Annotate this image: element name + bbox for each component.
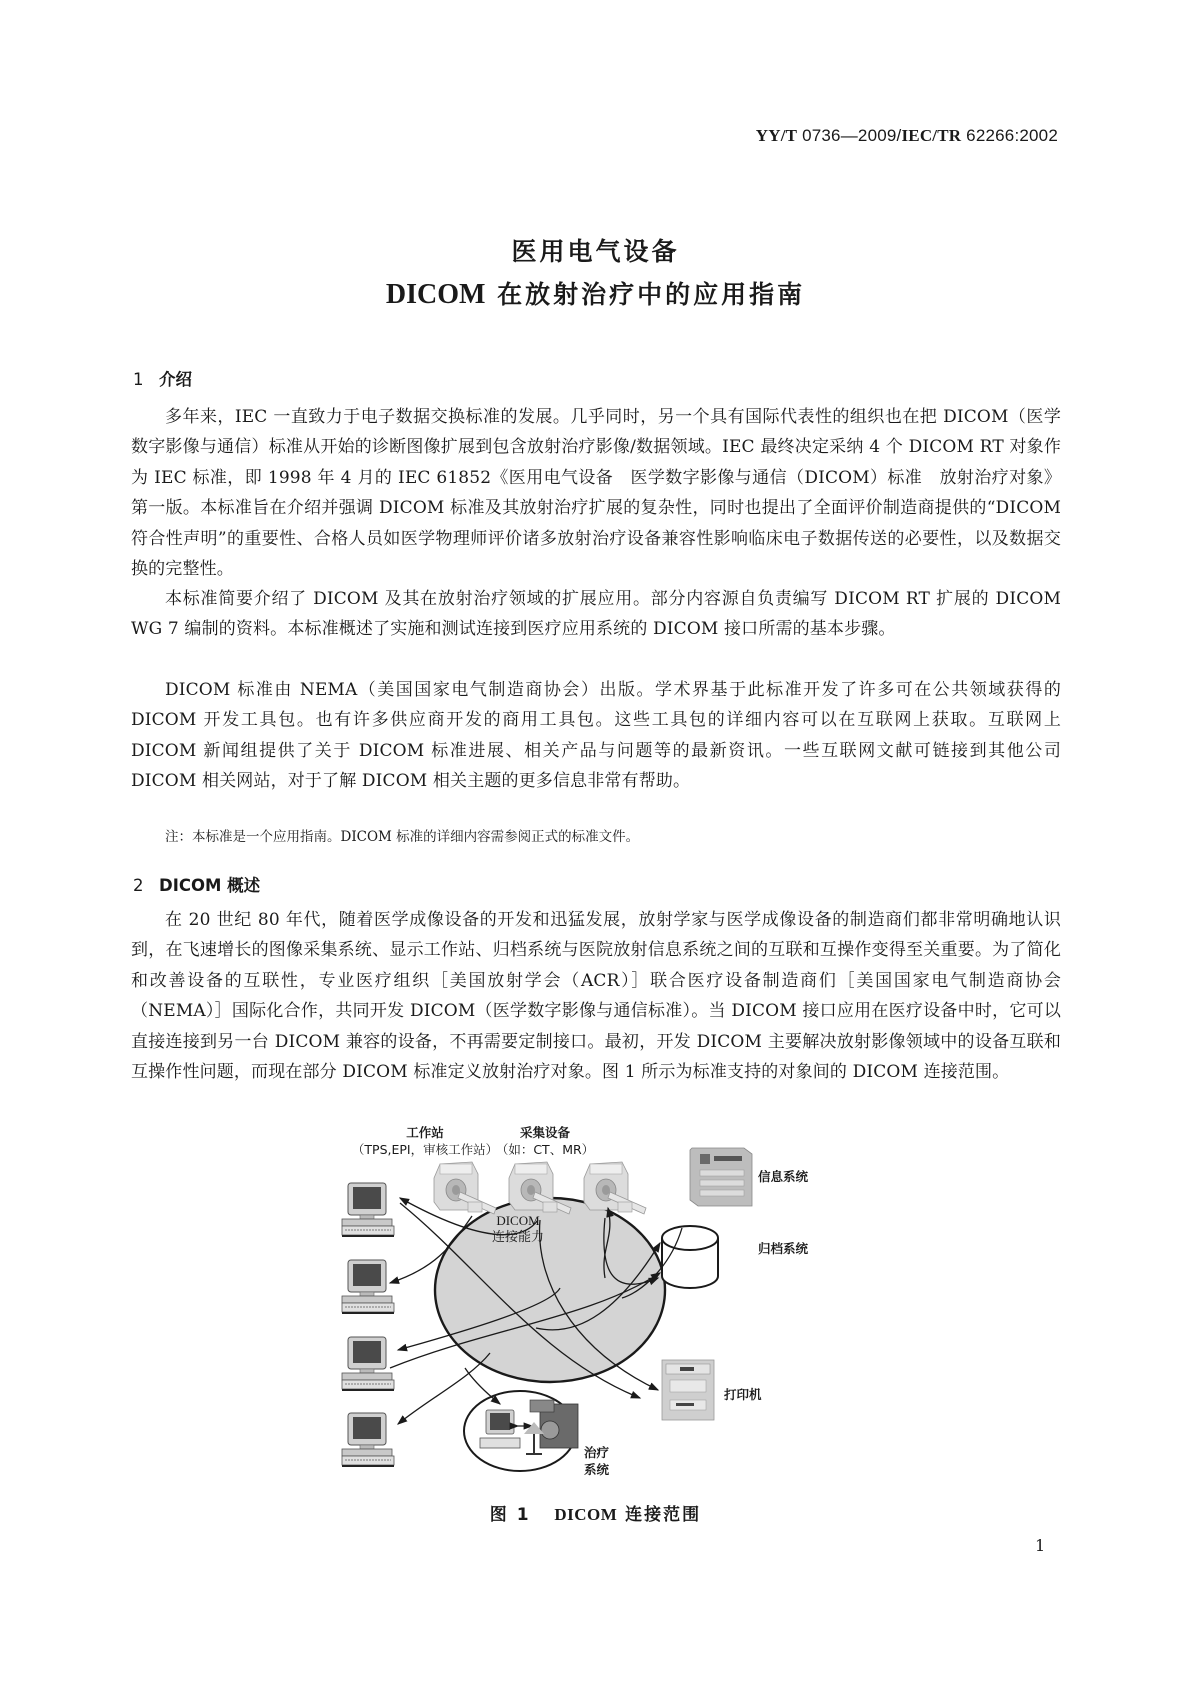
section-title: DICOM 概述 [159, 876, 261, 895]
printer-label: 打印机 [724, 1387, 762, 1402]
scanner-icon [584, 1162, 646, 1214]
paragraph: 本标准简要介绍了 DICOM 及其在放射治疗领域的扩展应用。部分内容源自负责编写 DICOM RT 扩展的 DICOM WG 7 编制的资料。本标准概述了实施和测试连接到医疗应用系统的 DICOM 接口所需的基本步骤。 [131, 589, 1061, 640]
workstation-computer-icon [342, 1337, 394, 1391]
title-rest: 在放射治疗中的应用指南 [485, 280, 806, 309]
treatment-line1: 治疗 [584, 1445, 610, 1460]
paragraph: 多年来，IEC 一直致力于电子数据交换标准的发展。几乎同时，另一个具有国际代表性的组织也在把 DICOM（医学数字影像与通信）标准从开始的诊断图像扩展到包含放射治疗影像/数据领域。IEC 最终决定采纳 4 个 DICOM RT 对象作为 IEC 标准，即 1998 年 4 月的 IEC 61852《医用电气设备 医学数字影像与通信（DICOM）标准 放射治疗对象》第一版。本标准旨在介绍并强调 DICOM 标准及其放射治疗扩展的复杂性，同时也提出了全面评价制造商提供的“DICOM 符合性声明”的重要性、合格人员如医学物理师评价诸多放射治疗设备兼容性影响临床电子数据传送的必要性，以及数据交换的完整性。 [131, 407, 1061, 580]
workstation-computer-icon [342, 1260, 394, 1314]
paragraph: 在 20 世纪 80 年代，随着医学成像设备的开发和迅猛发展，放射学家与医学成像设备的制造商们都非常明确地认识到，在飞速增长的图像采集系统、显示工作站、归档系统与医院放射信息系统之间的互联和互操作变得至关重要。为了简化和改善设备的互联性，专业医疗组织［美国放射学会（ACR）］联合医疗设备制造商们［美国国家电气制造商协会（NEMA）］国际化合作，共同开发 DICOM（医学数字影像与通信标准）。当 DICOM 接口应用在医疗设备中时，它可以直接连接到另一台 DICOM 兼容的设备，不再需要定制接口。最初，开发 DICOM 主要解决放射影像领域中的设备互联和互操作性问题，而现在部分 DICOM 标准定义放射治疗对象。图 1 所示为标准支持的对象间的 DICOM 连接范围。 [131, 910, 1061, 1083]
caption-latin: DICOM [554, 1505, 618, 1524]
section-title: 介绍 [159, 370, 192, 389]
treatment-system-icon [464, 1391, 578, 1471]
workstation-computer-icon [342, 1183, 394, 1237]
section-heading-introduction [133, 366, 192, 390]
caption-rest: 连接范围 [617, 1505, 702, 1525]
acquisition-title: 采集设备 [519, 1125, 570, 1140]
page-number: 1 [1035, 1536, 1046, 1555]
standard-code [756, 126, 1058, 146]
standard-suffix: 62266:2002 [961, 126, 1058, 145]
figure-diagram [340, 1128, 900, 1488]
acquisition-detail: （如：CT、MR） [495, 1142, 595, 1157]
dicom-connectivity-figure [340, 1125, 900, 1488]
section-number: 2 [133, 876, 144, 895]
standard-prefix: YY/T [755, 126, 798, 145]
paragraph: DICOM 标准由 NEMA（美国国家电气制造商协会）出版。学术界基于此标准开发了许多可在公共领域获得的 DICOM 开发工具包。也有许多供应商开发的商用工具包。这些工具包的详细内容可以在互联网上获取。互联网上 DICOM 新闻组提供了关于 DICOM 标准进展、相关产品与问题等的最新资讯。一些互联网文献可链接到其他公司 DICOM 相关网站，对于了解 DICOM 相关主题的更多信息非常有帮助。 [131, 680, 1061, 792]
scanner-icon [434, 1162, 496, 1214]
info-system-label: 信息系统 [758, 1169, 809, 1184]
standard-iec: IEC/TR [901, 126, 962, 145]
center-label-line2: 连接能力 [491, 1230, 544, 1245]
standard-number: 0736—2009/ [797, 126, 902, 145]
document-title-line2 [0, 275, 1191, 311]
caption-prefix: 图 1 [489, 1505, 531, 1525]
note: 注：本标准是一个应用指南。DICOM 标准的详细内容需参阅正式的标准文件。 [165, 829, 640, 845]
treatment-system-label [584, 1444, 609, 1478]
workstation-title: 工作站 [406, 1125, 444, 1140]
dicom-connectivity-label [480, 1212, 556, 1246]
workstation-detail: （TPS,EPI，审核工作站） [351, 1142, 499, 1157]
workstation-computer-icon [342, 1413, 394, 1467]
title-latin: DICOM [385, 279, 486, 310]
archive-system-label: 归档系统 [758, 1241, 809, 1256]
treatment-line2: 系统 [584, 1462, 610, 1477]
workstation-label [340, 1124, 510, 1158]
document-title-line1: 医用电气设备 [511, 237, 680, 266]
section-heading-dicom-overview [133, 872, 260, 896]
archive-cylinder-icon [662, 1226, 718, 1288]
figure-caption [0, 1500, 1191, 1525]
scanner-icon [509, 1162, 571, 1214]
section-number: 1 [133, 370, 144, 389]
acquisition-label [490, 1124, 600, 1158]
server-icon [690, 1148, 752, 1206]
center-label-line1: DICOM [496, 1213, 540, 1228]
printer-icon [662, 1360, 714, 1420]
